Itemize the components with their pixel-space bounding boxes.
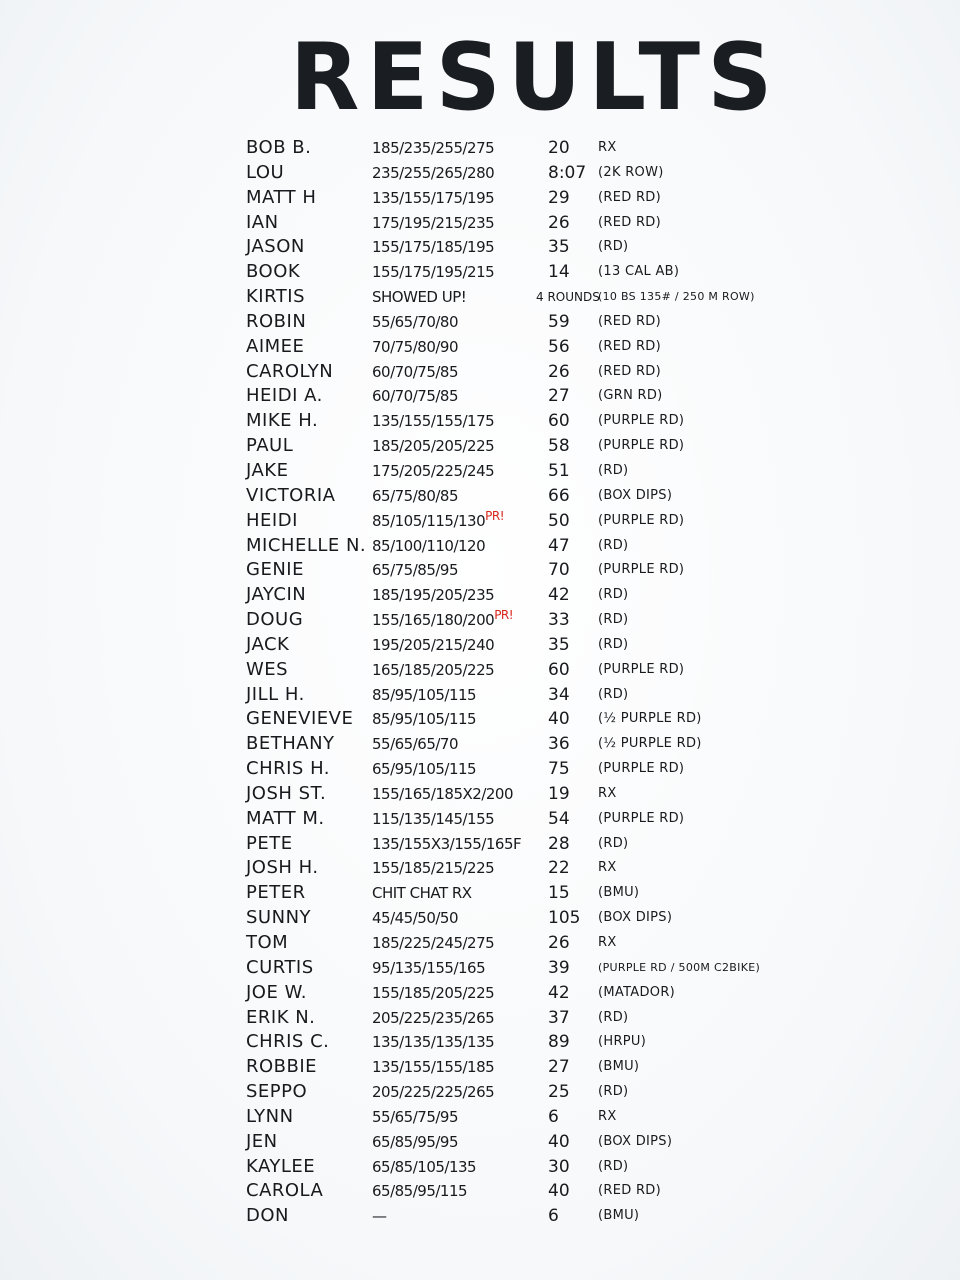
score: 34 [548, 684, 570, 705]
weights-text: 65/95/105/115 [372, 760, 477, 779]
result-row [0, 881, 960, 906]
score: 30 [548, 1156, 570, 1177]
score: 37 [548, 1007, 570, 1028]
lift-weights [372, 335, 458, 359]
athlete-name: HEIDI A. [246, 385, 323, 407]
result-row [0, 558, 960, 583]
score: 66 [548, 485, 570, 506]
result-row [0, 807, 960, 832]
weights-text: 155/175/195/215 [372, 263, 495, 282]
weights-text: 205/225/235/265 [372, 1008, 495, 1027]
athlete-name: AIMEE [246, 335, 305, 357]
lift-weights [372, 459, 494, 483]
lift-weights [372, 186, 494, 210]
result-row [0, 1080, 960, 1105]
athlete-name: JASON [246, 236, 305, 258]
result-row [0, 707, 960, 732]
score: 28 [548, 833, 570, 854]
result-row [0, 384, 960, 409]
score: 6 [548, 1106, 559, 1127]
weights-text: 155/185/215/225 [372, 859, 495, 878]
result-row [0, 633, 960, 658]
score: 105 [548, 908, 581, 929]
lift-weights [372, 484, 458, 508]
result-row [0, 285, 960, 310]
athlete-name: DON [246, 1205, 289, 1227]
result-row [0, 1155, 960, 1180]
athlete-name: ROBBIE [246, 1056, 318, 1078]
lift-weights [372, 235, 494, 259]
weights-text: 135/155/155/175 [372, 412, 495, 431]
athlete-name: ROBIN [246, 310, 307, 332]
score: 25 [548, 1082, 570, 1103]
score: 26 [548, 212, 570, 233]
weights-text: 135/155/155/185 [372, 1058, 495, 1077]
score-note: RX [598, 935, 617, 950]
lift-weights [372, 1204, 387, 1228]
lift-weights [372, 534, 485, 558]
score-note: (BMU) [598, 885, 640, 901]
score-note: (PURPLE RD) [598, 661, 685, 677]
athlete-name: JAKE [246, 459, 289, 481]
weights-text: 205/225/225/265 [372, 1083, 495, 1102]
athlete-name: DOUG [246, 609, 304, 631]
score: 75 [548, 759, 570, 780]
weights-text: 85/100/110/120 [372, 536, 486, 555]
result-row [0, 757, 960, 782]
athlete-name: KAYLEE [246, 1155, 316, 1177]
result-row [0, 832, 960, 857]
score-note: (RED RD) [598, 338, 661, 354]
score-note: (RED RD) [598, 363, 661, 379]
result-row [0, 459, 960, 484]
athlete-name: MIKE H. [246, 410, 319, 432]
athlete-name: JILL H. [246, 683, 305, 705]
weights-text: SHOWED UP! [372, 288, 467, 307]
score: 56 [548, 336, 570, 357]
athlete-name: GENIE [246, 559, 304, 581]
athlete-name: CAROLA [246, 1180, 324, 1202]
athlete-name: GENEVIEVE [246, 708, 354, 730]
score: 58 [548, 436, 570, 457]
lift-weights [372, 409, 494, 433]
weights-text: 135/135/135/135 [372, 1033, 495, 1052]
lift-weights [372, 211, 494, 235]
lift-weights [372, 1179, 467, 1203]
score-note: (BOX DIPS) [598, 1133, 673, 1149]
score-note: (BOX DIPS) [598, 910, 673, 926]
lift-weights [372, 583, 494, 607]
result-row [0, 583, 960, 608]
weights-text: 65/85/95/95 [372, 1132, 459, 1151]
weights-text: 70/75/80/90 [372, 337, 459, 356]
athlete-name: JOSH H. [246, 857, 319, 879]
weights-text: — [372, 1207, 387, 1226]
score: 39 [548, 957, 570, 978]
score: 59 [548, 311, 570, 332]
weights-text: 185/195/205/235 [372, 586, 495, 605]
result-row [0, 683, 960, 708]
result-row [0, 409, 960, 434]
score-note: (PURPLE RD) [598, 438, 685, 454]
score: 26 [548, 361, 570, 382]
result-row [0, 335, 960, 360]
score-note: RX [598, 860, 617, 876]
lift-weights [372, 136, 494, 160]
weights-text: 185/235/255/275 [372, 139, 495, 157]
result-row [0, 956, 960, 981]
weights-text: 135/155/175/195 [372, 188, 495, 207]
score-note: (RED RD) [598, 214, 661, 230]
results-list [0, 136, 960, 1229]
weights-text: 65/85/105/135 [372, 1157, 477, 1176]
athlete-name: SEPPO [246, 1081, 308, 1103]
lift-weights [372, 161, 494, 185]
score-note: (PURPLE RD) [598, 562, 685, 578]
lift-weights [372, 956, 485, 980]
score: 89 [548, 1032, 570, 1053]
result-row [0, 186, 960, 211]
weights-text: 155/165/185X2/200 [372, 784, 514, 803]
score: 50 [548, 510, 570, 531]
result-row [0, 260, 960, 285]
lift-weights [372, 1105, 458, 1129]
weights-text: 55/65/70/80 [372, 312, 459, 331]
pr-mark: PR! [494, 608, 514, 623]
score-note: (RD) [598, 612, 629, 628]
score-note: (RD) [598, 835, 629, 851]
score: 33 [548, 610, 570, 631]
lift-weights [372, 360, 458, 384]
score: 4 ROUNDS [536, 290, 600, 305]
lift-weights [372, 285, 466, 309]
result-row [0, 732, 960, 757]
athlete-name: HEIDI [246, 509, 298, 531]
athlete-name: SUNNY [246, 907, 312, 929]
result-row [0, 782, 960, 807]
score: 8:07 [548, 162, 587, 183]
lift-weights [372, 1006, 494, 1030]
lift-weights [372, 782, 513, 806]
score-note: RX [598, 1108, 617, 1124]
athlete-name: CURTIS [246, 956, 314, 978]
weights-text: 195/205/215/240 [372, 635, 495, 654]
lift-weights [372, 1055, 494, 1079]
weights-text: 135/155X3/155/165F [372, 834, 522, 853]
weights-text: 55/65/75/95 [372, 1107, 459, 1126]
lift-weights [372, 707, 476, 731]
score: 70 [548, 560, 570, 581]
weights-text: 115/135/145/155 [372, 809, 495, 828]
score: 6 [548, 1206, 559, 1227]
result-row [0, 1055, 960, 1080]
result-row [0, 856, 960, 881]
score-note: (10 BS 135# / 250 M ROW) [598, 290, 755, 304]
score: 27 [548, 1057, 570, 1078]
score: 36 [548, 734, 570, 755]
score: 15 [548, 883, 570, 904]
weights-text: 65/85/95/115 [372, 1182, 468, 1201]
athlete-name: LOU [246, 161, 285, 183]
score-note: RX [598, 785, 617, 801]
weights-text: 45/45/50/50 [372, 909, 459, 928]
weights-text: 60/70/75/85 [372, 387, 459, 406]
athlete-name: BETHANY [246, 733, 335, 755]
score-note: (RD) [598, 587, 629, 603]
score: 20 [548, 138, 570, 158]
weights-text: 85/95/105/115 [372, 685, 477, 704]
result-row [0, 608, 960, 633]
result-row [0, 310, 960, 335]
score-note: (PURPLE RD / 500M C2BIKE) [598, 960, 761, 974]
score: 54 [548, 808, 570, 829]
athlete-name: VICTORIA [246, 484, 336, 506]
athlete-name: MATT H [246, 186, 317, 208]
result-row [0, 1030, 960, 1055]
athlete-name: KIRTIS [246, 286, 306, 308]
lift-weights [372, 1155, 476, 1179]
athlete-name: JACK [246, 633, 290, 655]
score-note: (RD) [598, 1158, 629, 1174]
weights-text: 60/70/75/85 [372, 362, 459, 381]
athlete-name: JEN [246, 1130, 278, 1152]
result-row [0, 981, 960, 1006]
weights-text: 155/165/180/200 [372, 611, 495, 630]
weights-text: 85/105/115/130 [372, 511, 486, 530]
score: 60 [548, 659, 570, 680]
score-note: (RD) [598, 686, 629, 702]
weights-text: 185/225/245/275 [372, 934, 495, 952]
score: 19 [548, 783, 570, 804]
lift-weights [372, 509, 504, 533]
score: 40 [548, 1181, 570, 1202]
result-row [0, 360, 960, 385]
result-row [0, 235, 960, 260]
lift-weights [372, 1080, 494, 1104]
weights-text: 95/135/155/165 [372, 958, 486, 977]
result-row [0, 1179, 960, 1204]
lift-weights [372, 683, 476, 707]
athlete-name: JAYCIN [246, 584, 307, 606]
lift-weights [372, 832, 521, 856]
pr-mark: PR! [485, 508, 505, 523]
weights-text: 65/75/80/85 [372, 486, 459, 505]
score: 22 [548, 858, 570, 879]
athlete-name: CHRIS H. [246, 758, 331, 780]
weights-text: 175/205/225/245 [372, 461, 495, 480]
weights-text: 85/95/105/115 [372, 710, 477, 729]
athlete-name: TOM [246, 932, 289, 953]
score-note: (BMU) [598, 1059, 640, 1075]
score-note: (2K ROW) [598, 164, 664, 180]
weights-text: 155/185/205/225 [372, 983, 495, 1002]
athlete-name: CHRIS C. [246, 1031, 330, 1053]
lift-weights [372, 658, 494, 682]
score-note: (RED RD) [598, 1183, 661, 1199]
score: 40 [548, 709, 570, 730]
score: 35 [548, 634, 570, 655]
score: 14 [548, 262, 570, 283]
lift-weights [372, 881, 472, 905]
weights-text: 185/205/205/225 [372, 437, 495, 456]
lift-weights [372, 1030, 494, 1054]
score-note: (HRPU) [598, 1034, 647, 1050]
athlete-name: CAROLYN [246, 360, 334, 382]
weights-text: 235/255/265/280 [372, 163, 495, 182]
weights-text: 165/185/205/225 [372, 660, 495, 679]
athlete-name: PETE [246, 832, 293, 854]
score-note: (BOX DIPS) [598, 487, 673, 503]
result-row [0, 1204, 960, 1229]
score-note: (RED RD) [598, 313, 661, 329]
score: 29 [548, 187, 570, 208]
score-note: RX [598, 140, 617, 155]
athlete-name: JOE W. [246, 981, 308, 1003]
athlete-name: BOB B. [246, 137, 312, 158]
result-row [0, 509, 960, 534]
result-row [0, 1130, 960, 1155]
weights-text: 55/65/65/70 [372, 735, 459, 754]
score-note: (RD) [598, 462, 629, 478]
weights-text: 175/195/215/235 [372, 213, 495, 232]
lift-weights [372, 732, 458, 756]
lift-weights [372, 1130, 458, 1154]
athlete-name: IAN [246, 211, 279, 233]
lift-weights [372, 608, 513, 632]
score: 42 [548, 982, 570, 1003]
score: 47 [548, 535, 570, 556]
score: 60 [548, 411, 570, 432]
lift-weights [372, 633, 494, 657]
lift-weights [372, 384, 458, 408]
score-note: (PURPLE RD) [598, 810, 685, 826]
lift-weights [372, 310, 458, 334]
score: 40 [548, 1131, 570, 1152]
result-row [0, 484, 960, 509]
score: 35 [548, 237, 570, 258]
score: 42 [548, 585, 570, 606]
weights-text: CHIT CHAT RX [372, 884, 472, 903]
athlete-name: PETER [246, 882, 306, 904]
lift-weights [372, 434, 494, 458]
result-row [0, 434, 960, 459]
athlete-name: WES [246, 658, 289, 680]
score-note: (RD) [598, 239, 629, 255]
athlete-name: BOOK [246, 261, 301, 283]
result-row [0, 1006, 960, 1031]
board-title: RESULTS [290, 23, 780, 132]
score-note: (RD) [598, 1084, 629, 1100]
athlete-name: MICHELLE N. [246, 534, 367, 556]
lift-weights [372, 856, 494, 880]
score-note: (GRN RD) [598, 388, 663, 404]
weights-text: 65/75/85/95 [372, 561, 459, 580]
lift-weights [372, 906, 458, 930]
result-row [0, 211, 960, 236]
score-note: (RD) [598, 636, 629, 652]
lift-weights [372, 981, 494, 1005]
result-row [0, 534, 960, 559]
result-row [0, 658, 960, 683]
score-note: (PURPLE RD) [598, 512, 685, 528]
score-note: (½ PURPLE RD) [598, 736, 702, 752]
score-note: (RED RD) [598, 189, 661, 205]
score-note: (½ PURPLE RD) [598, 711, 702, 727]
lift-weights [372, 807, 494, 831]
result-row [0, 906, 960, 931]
lift-weights [372, 558, 458, 582]
weights-text: 155/175/185/195 [372, 238, 495, 257]
result-row [0, 931, 960, 956]
lift-weights [372, 757, 476, 781]
result-row [0, 161, 960, 186]
score-note: (PURPLE RD) [598, 761, 685, 777]
score-note: (RD) [598, 537, 629, 553]
score: 51 [548, 460, 570, 481]
score-note: (13 CAL AB) [598, 264, 680, 280]
score-note: (PURPLE RD) [598, 413, 685, 429]
result-row [0, 136, 960, 161]
athlete-name: ERIK N. [246, 1006, 316, 1028]
athlete-name: LYNN [246, 1105, 294, 1127]
score: 26 [548, 933, 570, 953]
athlete-name: MATT M. [246, 807, 325, 829]
score: 27 [548, 386, 570, 407]
score-note: (MATADOR) [598, 984, 676, 1000]
lift-weights [372, 931, 494, 955]
score-note: (RD) [598, 1009, 629, 1025]
lift-weights [372, 260, 494, 284]
score-note: (BMU) [598, 1208, 640, 1224]
athlete-name: PAUL [246, 435, 294, 457]
result-row [0, 1105, 960, 1130]
athlete-name: JOSH ST. [246, 782, 327, 804]
